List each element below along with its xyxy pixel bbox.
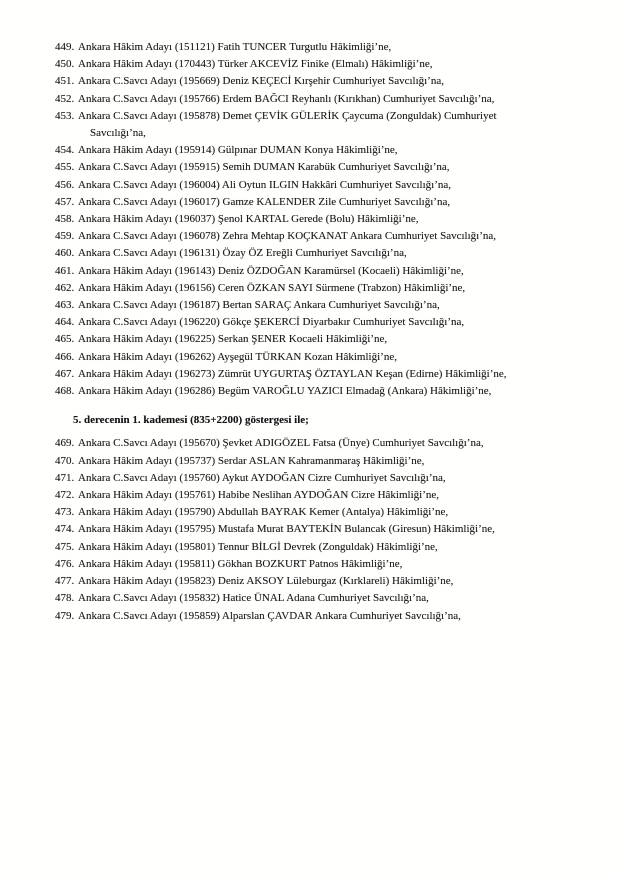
list-item <box>55 56 560 73</box>
item-text: Ankara C.Savcı Adayı (195859) Alparslan ÇAVDAR Ankara Cumhuriyet Savcılığı’na, <box>78 609 461 622</box>
item-number: 455. <box>55 161 75 174</box>
item-text: Ankara C.Savcı Adayı (196004) Ali Oytun ILGIN Hakkâri Cumhuriyet Savcılığı’na, <box>78 178 452 191</box>
list-item <box>55 194 560 211</box>
item-number: 462. <box>55 281 75 294</box>
list-item <box>55 263 560 280</box>
list-item <box>55 573 560 590</box>
item-number: 461. <box>55 264 75 277</box>
item-text: Ankara C.Savcı Adayı (195878) Demet ÇEVİK GÜLERİK Çaycuma (Zonguldak) Cumhuriyet <box>78 109 497 122</box>
list-item <box>55 314 560 331</box>
item-number: 450. <box>55 58 75 71</box>
list-item <box>55 366 560 383</box>
item-text: Ankara Hâkim Adayı (195790) Abdullah BAYRAK Kemer (Antalya) Hâkimliği’ne, <box>78 506 449 519</box>
entry-list <box>55 39 560 625</box>
list-item <box>55 383 560 400</box>
item-text: Ankara C.Savcı Adayı (196187) Bertan SARAÇ Ankara Cumhuriyet Savcılığı’na, <box>78 299 440 312</box>
item-text: Ankara C.Savcı Adayı (195669) Deniz KEÇECİ Kırşehir Cumhuriyet Savcılığı’na, <box>78 75 444 88</box>
list-item <box>55 349 560 366</box>
item-text: Ankara Hâkim Adayı (195914) Gülpınar DUMAN Konya Hâkimliği’ne, <box>78 144 398 157</box>
item-text: Ankara Hâkim Adayı (196273) Zümrüt UYGURTAŞ ÖZTAYLAN Keşan (Edirne) Hâkimliği’ne, <box>78 367 507 380</box>
item-number: 460. <box>55 247 75 260</box>
item-number: 458. <box>55 213 75 226</box>
item-number: 449. <box>55 41 75 53</box>
item-text: Ankara Hâkim Adayı (195823) Deniz AKSOY Lüleburgaz (Kırklareli) Hâkimliği’ne, <box>78 575 454 588</box>
list-item <box>55 504 560 521</box>
item-text: Ankara Hâkim Adayı (195795) Mustafa Murat BAYTEKİN Bulancak (Giresun) Hâkimliği’ne, <box>78 523 495 536</box>
item-number: 472. <box>55 489 75 502</box>
item-number: 454. <box>55 144 75 157</box>
list-item <box>55 608 560 625</box>
item-number: 470. <box>55 454 75 467</box>
item-text: Ankara Hâkim Adayı (195761) Habibe Neslihan AYDOĞAN Cizre Hâkimliği’ne, <box>78 489 439 502</box>
list-item <box>55 539 560 556</box>
list-item <box>55 228 560 245</box>
item-text: Ankara C.Savcı Adayı (196131) Özay ÖZ Ereğli Cumhuriyet Savcılığı’na, <box>78 247 407 260</box>
item-number: 466. <box>55 350 75 363</box>
item-text: Ankara Hâkim Adayı (196037) Şenol KARTAL Gerede (Bolu) Hâkimliği’ne, <box>78 213 419 226</box>
item-text: Ankara Hâkim Adayı (196286) Begüm VAROĞLU YAZICI Elmadağ (Ankara) Hâkimliği’ne, <box>78 385 492 398</box>
list-item <box>55 590 560 607</box>
item-number: 457. <box>55 195 75 208</box>
list-item <box>55 142 560 159</box>
item-text: Ankara C.Savcı Adayı (196078) Zehra Mehtap KOÇKANAT Ankara Cumhuriyet Savcılığı’na, <box>78 230 497 243</box>
item-text: Ankara Hâkim Adayı (196143) Deniz ÖZDOĞAN Karamürsel (Kocaeli) Hâkimliği’ne, <box>78 264 464 277</box>
list-item <box>55 245 560 262</box>
item-text: Ankara C.Savcı Adayı (196220) Gökçe ŞEKERCİ Diyarbakır Cumhuriyet Savcılığı’na, <box>78 316 465 329</box>
item-number: 479. <box>55 609 75 622</box>
item-text: Ankara Hâkim Adayı (195737) Serdar ASLAN Kahramanmaraş Hâkimliği’ne, <box>78 454 425 467</box>
item-text: Ankara Hâkim Adayı (170443) Türker AKCEVİZ Finike (Elmalı) Hâkimliği’ne, <box>78 58 433 71</box>
list-item <box>55 280 560 297</box>
list-item <box>55 297 560 314</box>
item-number: 459. <box>55 230 75 243</box>
item-number: 467. <box>55 367 75 380</box>
item-number: 477. <box>55 575 75 588</box>
list-item <box>55 331 560 348</box>
item-number: 456. <box>55 178 75 191</box>
item-number: 453. <box>55 109 75 122</box>
item-number: 468. <box>55 385 75 398</box>
list-item <box>55 556 560 573</box>
item-text: Ankara Hâkim Adayı (196225) Serkan ŞENER Kocaeli Hâkimliği’ne, <box>78 333 388 346</box>
item-text: Ankara C.Savcı Adayı (195670) Şevket ADIGÖZEL Fatsa (Ünye) Cumhuriyet Savcılığı’na, <box>78 437 484 450</box>
item-number: 478. <box>55 592 75 605</box>
list-item <box>55 521 560 538</box>
item-number: 464. <box>55 316 75 329</box>
list-item <box>55 177 560 194</box>
item-text: Ankara Hâkim Adayı (196262) Ayşegül TÜRKAN Kozan Hâkimliği’ne, <box>78 350 397 363</box>
item-text-continuation: Savcılığı’na, <box>90 127 146 140</box>
list-item <box>55 211 560 228</box>
item-number: 471. <box>55 471 75 484</box>
list-item <box>55 108 560 142</box>
item-number: 475. <box>55 540 75 553</box>
list-item <box>55 487 560 504</box>
list-item <box>55 470 560 487</box>
item-text: Ankara Hâkim Adayı (195801) Tennur BİLGİ Devrek (Zonguldak) Hâkimliği’ne, <box>78 540 438 553</box>
item-text: Ankara C.Savcı Adayı (195760) Aykut AYDOĞAN Cizre Cumhuriyet Savcılığı’na, <box>78 471 446 484</box>
section-heading: 5. derecenin 1. kademesi (835+2200) göstergesi ile; <box>73 414 309 427</box>
list-item <box>55 91 560 108</box>
item-number: 452. <box>55 92 75 105</box>
item-number: 469. <box>55 437 75 450</box>
item-number: 473. <box>55 506 75 519</box>
list-item <box>55 39 560 56</box>
item-number: 463. <box>55 299 75 312</box>
item-text: Ankara C.Savcı Adayı (195915) Semih DUMAN Karabük Cumhuriyet Savcılığı’na, <box>78 161 450 174</box>
list-item <box>55 453 560 470</box>
item-text: Ankara Hâkim Adayı (151121) Fatih TUNCER Turgutlu Hâkimliği’ne, <box>78 41 392 53</box>
item-text: Ankara C.Savcı Adayı (196017) Gamze KALENDER Zile Cumhuriyet Savcılığı’na, <box>78 195 451 208</box>
list-item <box>55 435 560 452</box>
item-number: 465. <box>55 333 75 346</box>
item-number: 476. <box>55 557 75 570</box>
item-text: Ankara C.Savcı Adayı (195766) Erdem BAĞCI Reyhanlı (Kırıkhan) Cumhuriyet Savcılığı’na, <box>78 92 495 105</box>
item-number: 451. <box>55 75 75 88</box>
list-item <box>55 159 560 176</box>
list-item <box>55 73 560 90</box>
item-number: 474. <box>55 523 75 536</box>
item-text: Ankara Hâkim Adayı (196156) Ceren ÖZKAN SAYI Sürmene (Trabzon) Hâkimliği’ne, <box>78 281 466 294</box>
item-text: Ankara C.Savcı Adayı (195832) Hatice ÜNAL Adana Cumhuriyet Savcılığı’na, <box>78 592 429 605</box>
item-text: Ankara Hâkim Adayı (195811) Gökhan BOZKURT Patnos Hâkimliği’ne, <box>78 557 403 570</box>
